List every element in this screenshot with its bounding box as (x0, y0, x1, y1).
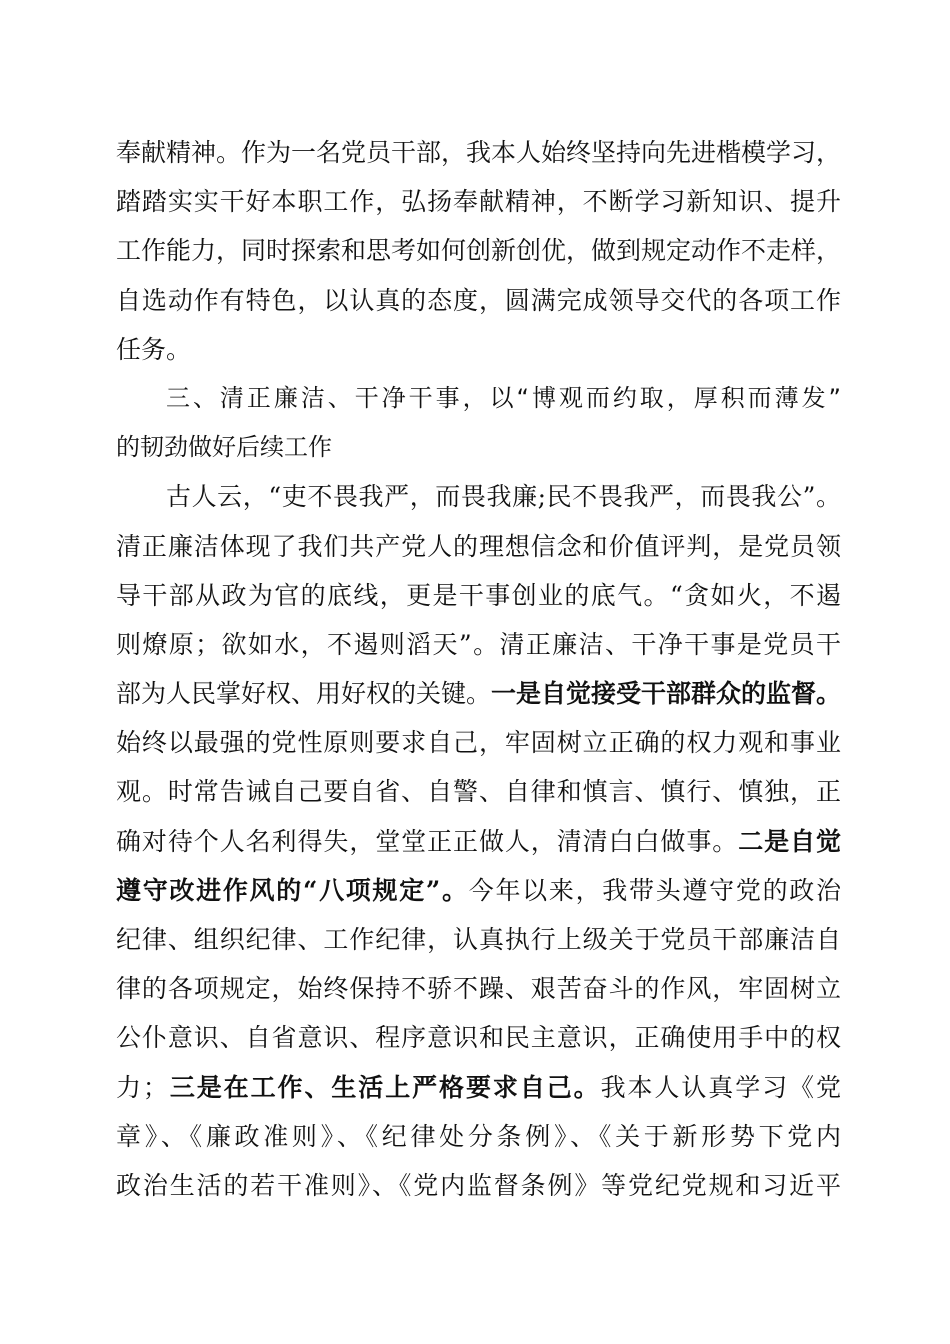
paragraph-line (116, 817, 841, 866)
section-heading: 三、清正廉洁、干净干事，以“博观而约取，厚积而薄发” (166, 383, 841, 412)
paragraph-line: 律的各项规定，始终保持不骄不躁、艰苦奋斗的作风，牢固树立 (116, 974, 841, 1004)
document-body (116, 128, 841, 1210)
paragraph-line (116, 669, 841, 718)
paragraph-line: 观。时常告诫自己要自省、自警、自律和慎言、慎行、慎独，正 (116, 777, 841, 807)
paragraph-line: 踏踏实实干好本职工作，弘扬奉献精神，不断学习新知识、提升 (116, 187, 841, 217)
paragraph-line: 自选动作有特色，以认真的态度，圆满完成领导交代的各项工作 (116, 285, 841, 315)
paragraph-line: 奉献精神。作为一名党员干部，我本人始终坚持向先进楷模学习， (116, 138, 842, 167)
paragraph-line: 则燎原；欲如水，不遏则滔天”。清正廉洁、干净干事是党员干 (116, 629, 841, 659)
section-heading: 的韧劲做好后续工作 (116, 433, 332, 462)
text-run: 我本人认真学习《党 (600, 1072, 841, 1102)
paragraph-line: 始终以最强的党性原则要求自己，牢固树立正确的权力观和事业 (116, 728, 841, 758)
paragraph-line (116, 1063, 841, 1112)
paragraph-line: 清正廉洁体现了我们共产党人的理想信念和价值评判，是党员领 (116, 531, 841, 561)
bold-text-run: 三是在工作、生活上严格要求自己。 (167, 1072, 601, 1102)
paragraph-line: 公仆意识、自省意识、程序意识和民主意识，正确使用手中的权 (116, 1023, 841, 1053)
bold-text-run: 一是自觉接受干部群众的监督。 (491, 679, 842, 709)
bold-text-run: 遵守改进作风的“八项规定”。 (116, 875, 469, 905)
text-run: 部为人民掌好权、用好权的关键。 (116, 679, 492, 709)
paragraph-line: 任务。 (116, 334, 192, 364)
paragraph-line: 章》、《廉政准则》、《纪律处分条例》、《关于新形势下党内 (116, 1121, 841, 1151)
paragraph-line: 纪律、组织纪律、工作纪律，认真执行上级关于党员干部廉洁自 (116, 925, 841, 954)
paragraph-line: 古人云，“吏不畏我严，而畏我廉;民不畏我严，而畏我公”。 (166, 482, 841, 512)
text-run: 确对待个人名利得失，堂堂正正做人，清清白白做事。 (116, 826, 739, 856)
text-run: 今年以来，我带头遵守党的政治 (468, 875, 841, 905)
paragraph-line: 工作能力，同时探索和思考如何创新创优，做到规定动作不走样， (116, 236, 842, 266)
paragraph-line: 政治生活的若干准则》、《党内监督条例》等党纪党规和习近平 (116, 1170, 841, 1200)
text-run: 力； (116, 1072, 168, 1102)
paragraph-line (116, 866, 841, 915)
paragraph-line: 导干部从政为官的底线，更是干事创业的底气。“贪如火，不遏 (116, 580, 841, 610)
bold-text-run: 二是自觉 (738, 826, 841, 856)
